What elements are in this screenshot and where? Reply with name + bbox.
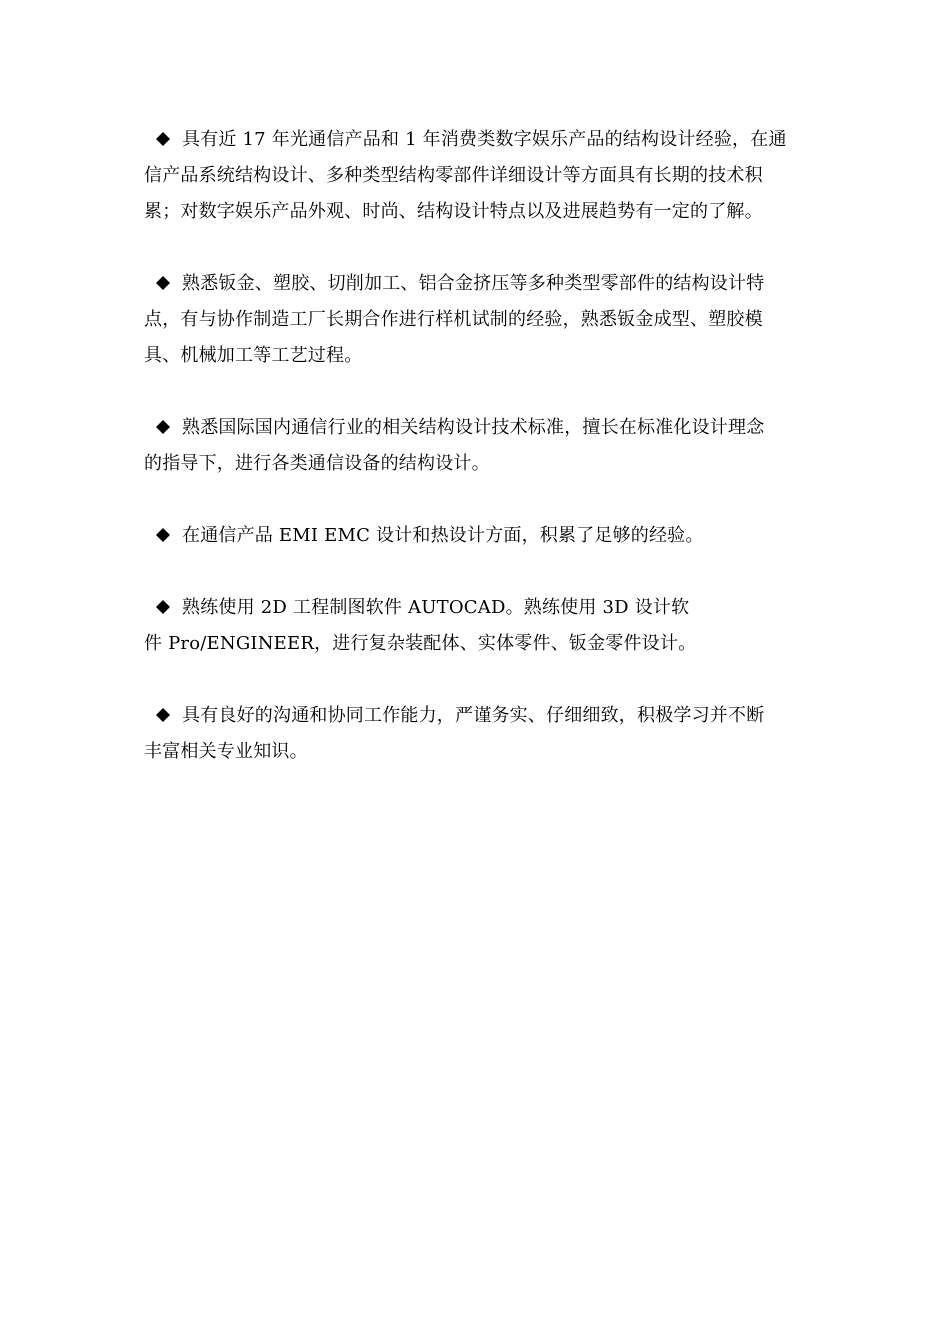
diamond-bullet-icon (156, 708, 170, 722)
paragraph-line (144, 410, 806, 446)
diamond-bullet-icon (156, 420, 170, 434)
diamond-bullet-icon (156, 276, 170, 290)
paragraph-text: 具有近 17 年光通信产品和 1 年消费类数字娱乐产品的结构设计经验，在通 (182, 129, 787, 150)
paragraph-text: 熟练使用 2D 工程制图软件 AUTOCAD。熟练使用 3D 设计软 (182, 597, 690, 618)
skill-paragraph-3 (144, 410, 806, 482)
paragraph-line (144, 698, 806, 734)
paragraph-line (144, 590, 806, 626)
paragraph-text: 具有良好的沟通和协同工作能力，严谨务实、仔细细致，积极学习并不断 (182, 705, 765, 726)
skill-paragraph-6 (144, 698, 806, 770)
paragraph-line: 信产品系统结构设计、多种类型结构零部件详细设计等方面具有长期的技术积 (144, 165, 763, 186)
diamond-bullet-icon (156, 600, 170, 614)
paragraph-line: 件 Pro/ENGINEER，进行复杂装配体、实体零件、钣金零件设计。 (144, 633, 697, 654)
skill-paragraph-2 (144, 266, 806, 374)
skill-paragraph-4 (144, 518, 806, 554)
paragraph-text: 在通信产品 EMI EMC 设计和热设计方面，积累了足够的经验。 (182, 525, 704, 546)
paragraph-line: 丰富相关专业知识。 (144, 741, 308, 762)
paragraph-line (144, 122, 806, 158)
skill-paragraph-5 (144, 590, 806, 662)
paragraph-line (144, 518, 806, 554)
paragraph-line (144, 266, 806, 302)
paragraph-line: 具、机械加工等工艺过程。 (144, 345, 363, 366)
diamond-bullet-icon (156, 528, 170, 542)
paragraph-text: 熟悉国际国内通信行业的相关结构设计技术标准，擅长在标准化设计理念 (182, 417, 765, 438)
paragraph-text: 熟悉钣金、塑胶、切削加工、铝合金挤压等多种类型零部件的结构设计特 (182, 273, 765, 294)
resume-skills-list (144, 122, 806, 806)
skill-paragraph-1 (144, 122, 806, 230)
paragraph-line: 点，有与协作制造工厂长期合作进行样机试制的经验，熟悉钣金成型、塑胶模 (144, 309, 763, 330)
paragraph-line: 累；对数字娱乐产品外观、时尚、结构设计特点以及进展趋势有一定的了解。 (144, 201, 763, 222)
paragraph-line: 的指导下，进行各类通信设备的结构设计。 (144, 453, 490, 474)
diamond-bullet-icon (156, 132, 170, 146)
